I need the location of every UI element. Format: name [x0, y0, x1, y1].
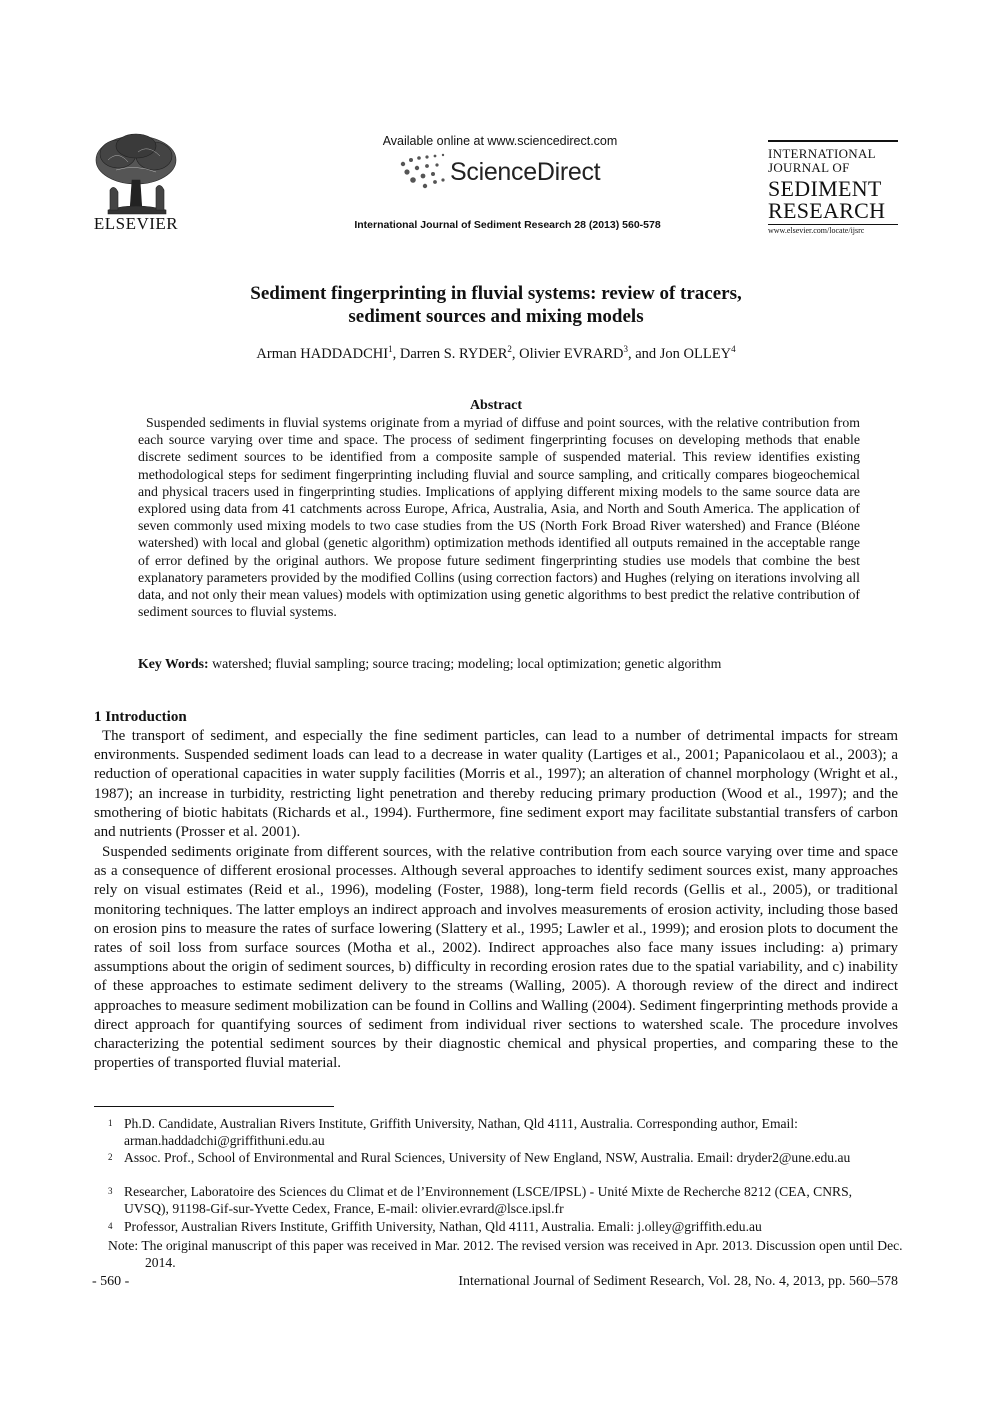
section-heading: 1 Introduction [94, 709, 187, 725]
footnote-number: 3 [108, 1186, 113, 1196]
journal-logo-url: www.elsevier.com/locate/ijsrc [768, 224, 898, 235]
abstract-text: Suspended sediments in fluvial systems originate from a myriad of diffuse and point sources, with the relative contribution from each source varying over time and space. The process of sediment fingerprinting focuses on developing methods that enable discrete sediment sources to be identified from a composite sample of suspended material. This review identifies existing methodological steps for sediment fingerprinting including fluvial and source sampling, and critically compares biogeochemical and physical tracers used in fingerprinting studies. Implications of applying different mixing models to the same source data are explored using data from 41 catchments across Europe, Africa, Australia, Asia, and North and South America. The application of seven commonly used mixing models to two case studies from the US (North Fork Broad River watershed) and France (Bléone watershed) with local and global (genetic algorithm) optimization methods identified all outputs remained in the acceptable range of error defined by the original authors. We propose future sediment fingerprinting studies use models that combine the best explanatory parameters provided by the modified Collins (using correction factors) and Hughes (relying on iterations involving all data, and not only their mean values) models with optimization using genetic algorithms to best predict the relative contribution of sediment sources to fluvial systems. [138, 415, 860, 620]
body-paragraph-1: The transport of sediment, and especially the fine sediment particles, can lead to a number of detrimental impacts for stream environments. Suspended sediment loads can lead to a decrease in water quality (Lartiges et al., 2001; Papanicolaou et al., 2003); a reduction of operational capacities in water supply facilities (Morris et al., 1997); an alteration of channel morphology (Wright et al., 1987); an increase in turbidity, restricting light penetration and thereby reducing primary production (Wood et al., 1997); and the smothering of biotic habitats (Richards et al., 1994). Furthermore, fine sediment export may facilitate substantial transfers of carbon and nutrients (Prosser et al. 2001). [94, 728, 898, 841]
page-number: - 560 - [92, 1274, 130, 1289]
footer-citation: International Journal of Sediment Research, Vol. 28, No. 4, 2013, pp. 560–578 [458, 1274, 898, 1289]
footnote-rule [94, 1106, 334, 1107]
author-name: Arman HADDADCHI [256, 345, 389, 362]
journal-citation-header: International Journal of Sediment Research 28 (2013) 560-578 [354, 219, 661, 231]
footnote-text: Ph.D. Candidate, Australian Rivers Institute, Griffith University, Nathan, Qld 4111, Australia. Corresponding author, Email: arman.haddadchi@griffithuni.edu.au [124, 1116, 798, 1148]
author-separator: , [392, 345, 400, 362]
title-line-1: Sediment fingerprinting in fluvial systems: review of tracers, [250, 283, 742, 304]
keywords-list: watershed; fluvial sampling; source tracing; modeling; local optimization; genetic algorithm [208, 656, 722, 671]
footnote-number: 4 [108, 1221, 113, 1231]
author-affiliation-mark: 2 [507, 344, 512, 354]
author-affiliation-mark: 1 [388, 344, 393, 354]
author-affiliation-mark: 4 [731, 344, 736, 354]
author-list [150, 344, 842, 363]
journal-logo-line3: SEDIMENT [768, 176, 882, 201]
footnote-4 [94, 1218, 898, 1235]
keywords-label: Key Words: [138, 656, 209, 671]
footnote-text: Professor, Australian Rivers Institute, Griffith University, Nathan, Qld 4111, Australia. Emali: j.olley@griffith.edu.au [124, 1219, 762, 1234]
footnote-number: 1 [108, 1118, 113, 1128]
keywords [138, 656, 860, 672]
author-name: Olivier EVRARD [519, 345, 624, 362]
publisher-name: ELSEVIER [93, 214, 179, 233]
abstract-heading: Abstract [469, 398, 523, 413]
footnote-number: 2 [108, 1152, 113, 1162]
footnote-3 [94, 1183, 898, 1217]
footnote-text: Researcher, Laboratoire des Sciences du Climat et de l’Environnement (LSCE/IPSL) - Unité Mixte de Recherche 8212 (CEA, CNRS, UVSQ), 91198-Gif-sur-Yvette Cedex, France, E-mail: olivier.evrard@lsce.ipsl.fr [124, 1184, 853, 1216]
author-separator: , and [627, 345, 660, 362]
journal-logo-line2: JOURNAL OF [768, 160, 850, 175]
title-line-2: sediment sources and mixing models [348, 306, 644, 327]
manuscript-note: Note: The original manuscript of this paper was received in Mar. 2012. The revised version was received in Apr. 2013. Discussion open until Dec. 2014. [108, 1238, 903, 1270]
author-affiliation-mark: 3 [623, 344, 628, 354]
body-paragraph-2: Suspended sediments originate from different sources, with the relative contribution from each source varying over time and space as a consequence of different erosional processes. Although several approaches to identify sediment sources exist, many approaches rely on visual estimates (Reid et al., 1996), modeling (Foster, 1988), long-term field records (Gellis et al., 2005), or traditional monitoring techniques. The latter employs an indirect approach and involves measurements of erosion activity, including those based on erosion pins to measure the rates of surface lowering (Slattery et al., 1995; Lawler et al., 1999); and erosion plots to document the rates of soil loss from surface sources (Motha et al., 2002). Indirect approaches also face many issues including: a) primary assumptions about the origin of sediment sources, b) difficulty in recording erosion rates due to the spatial variability, and c) inability of these approaches to estimate sediment delivery to the streams (Walling, 2005). A thorough review of the direct and indirect approaches to measure sediment mobilization can be found in Collins and Walling (2004). Sediment fingerprinting methods provide a direct approach for quantifying sources of sediment from individual river sections to watershed scale. The procedure involves characterizing the potential sediment sources by their diagnostic chemical and physical properties, and comparing these to the properties of transported fluvial material. [94, 844, 898, 1072]
journal-logo-line1: INTERNATIONAL [768, 146, 876, 161]
footnote-text: Assoc. Prof., School of Environmental and Rural Sciences, University of New England, NSW, Australia. Email: dryder2@une.edu.au [124, 1150, 851, 1165]
available-online-text: Available online at www.sciencedirect.com [382, 134, 618, 148]
author-name: Jon OLLEY [659, 345, 732, 362]
sciencedirect-wordmark: ScienceDirect [450, 158, 601, 186]
article-title [150, 282, 842, 328]
author-name: Darren S. RYDER [399, 345, 508, 362]
author-separator: , [511, 345, 520, 362]
footnote-1 [94, 1115, 898, 1149]
footnote-2 [94, 1149, 898, 1166]
journal-logo [768, 140, 898, 235]
journal-logo-rule [768, 140, 898, 142]
journal-logo-line4: RESEARCH [768, 198, 886, 223]
